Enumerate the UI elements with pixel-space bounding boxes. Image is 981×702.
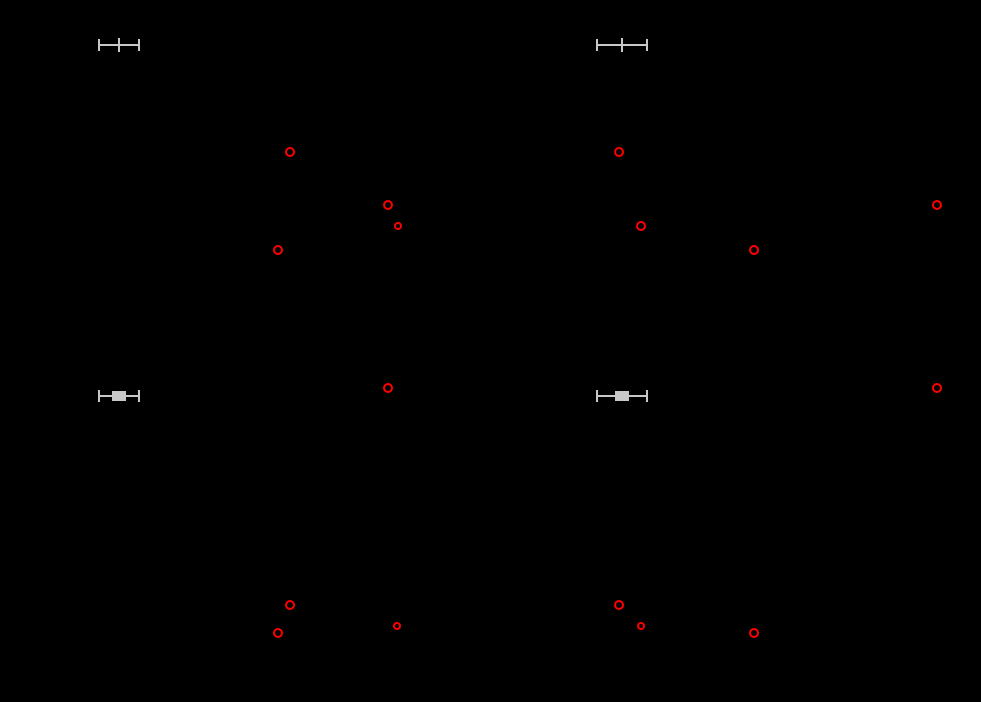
scale-bar <box>98 38 140 52</box>
scale-bar-cap-left <box>596 390 598 402</box>
scale-bar <box>596 38 648 52</box>
detection-marker <box>932 200 942 210</box>
scale-bar-cap-left <box>98 390 100 402</box>
detection-marker <box>394 222 402 230</box>
scale-bar <box>596 389 648 403</box>
detection-marker <box>749 245 759 255</box>
scale-bar-cap-left <box>98 39 100 51</box>
scale-bar <box>98 389 140 403</box>
scale-bar-cap-right <box>646 39 648 51</box>
detection-marker <box>636 221 646 231</box>
detection-marker <box>273 245 283 255</box>
detection-marker <box>749 628 759 638</box>
detection-marker <box>932 383 942 393</box>
detection-marker <box>285 147 295 157</box>
scale-bar-center-block <box>112 391 126 401</box>
detection-marker <box>383 383 393 393</box>
scale-bar-cap-right <box>138 39 140 51</box>
scale-bar-center-tick <box>621 38 623 52</box>
scale-bar-cap-left <box>596 39 598 51</box>
detection-marker <box>393 622 401 630</box>
scale-bar-cap-right <box>646 390 648 402</box>
detection-marker <box>273 628 283 638</box>
scale-bar-center-block <box>615 391 629 401</box>
detection-marker <box>285 600 295 610</box>
scale-bar-center-tick <box>118 38 120 52</box>
detection-marker <box>383 200 393 210</box>
detection-marker <box>614 147 624 157</box>
detection-marker <box>614 600 624 610</box>
scale-bar-cap-right <box>138 390 140 402</box>
detection-marker <box>637 622 645 630</box>
